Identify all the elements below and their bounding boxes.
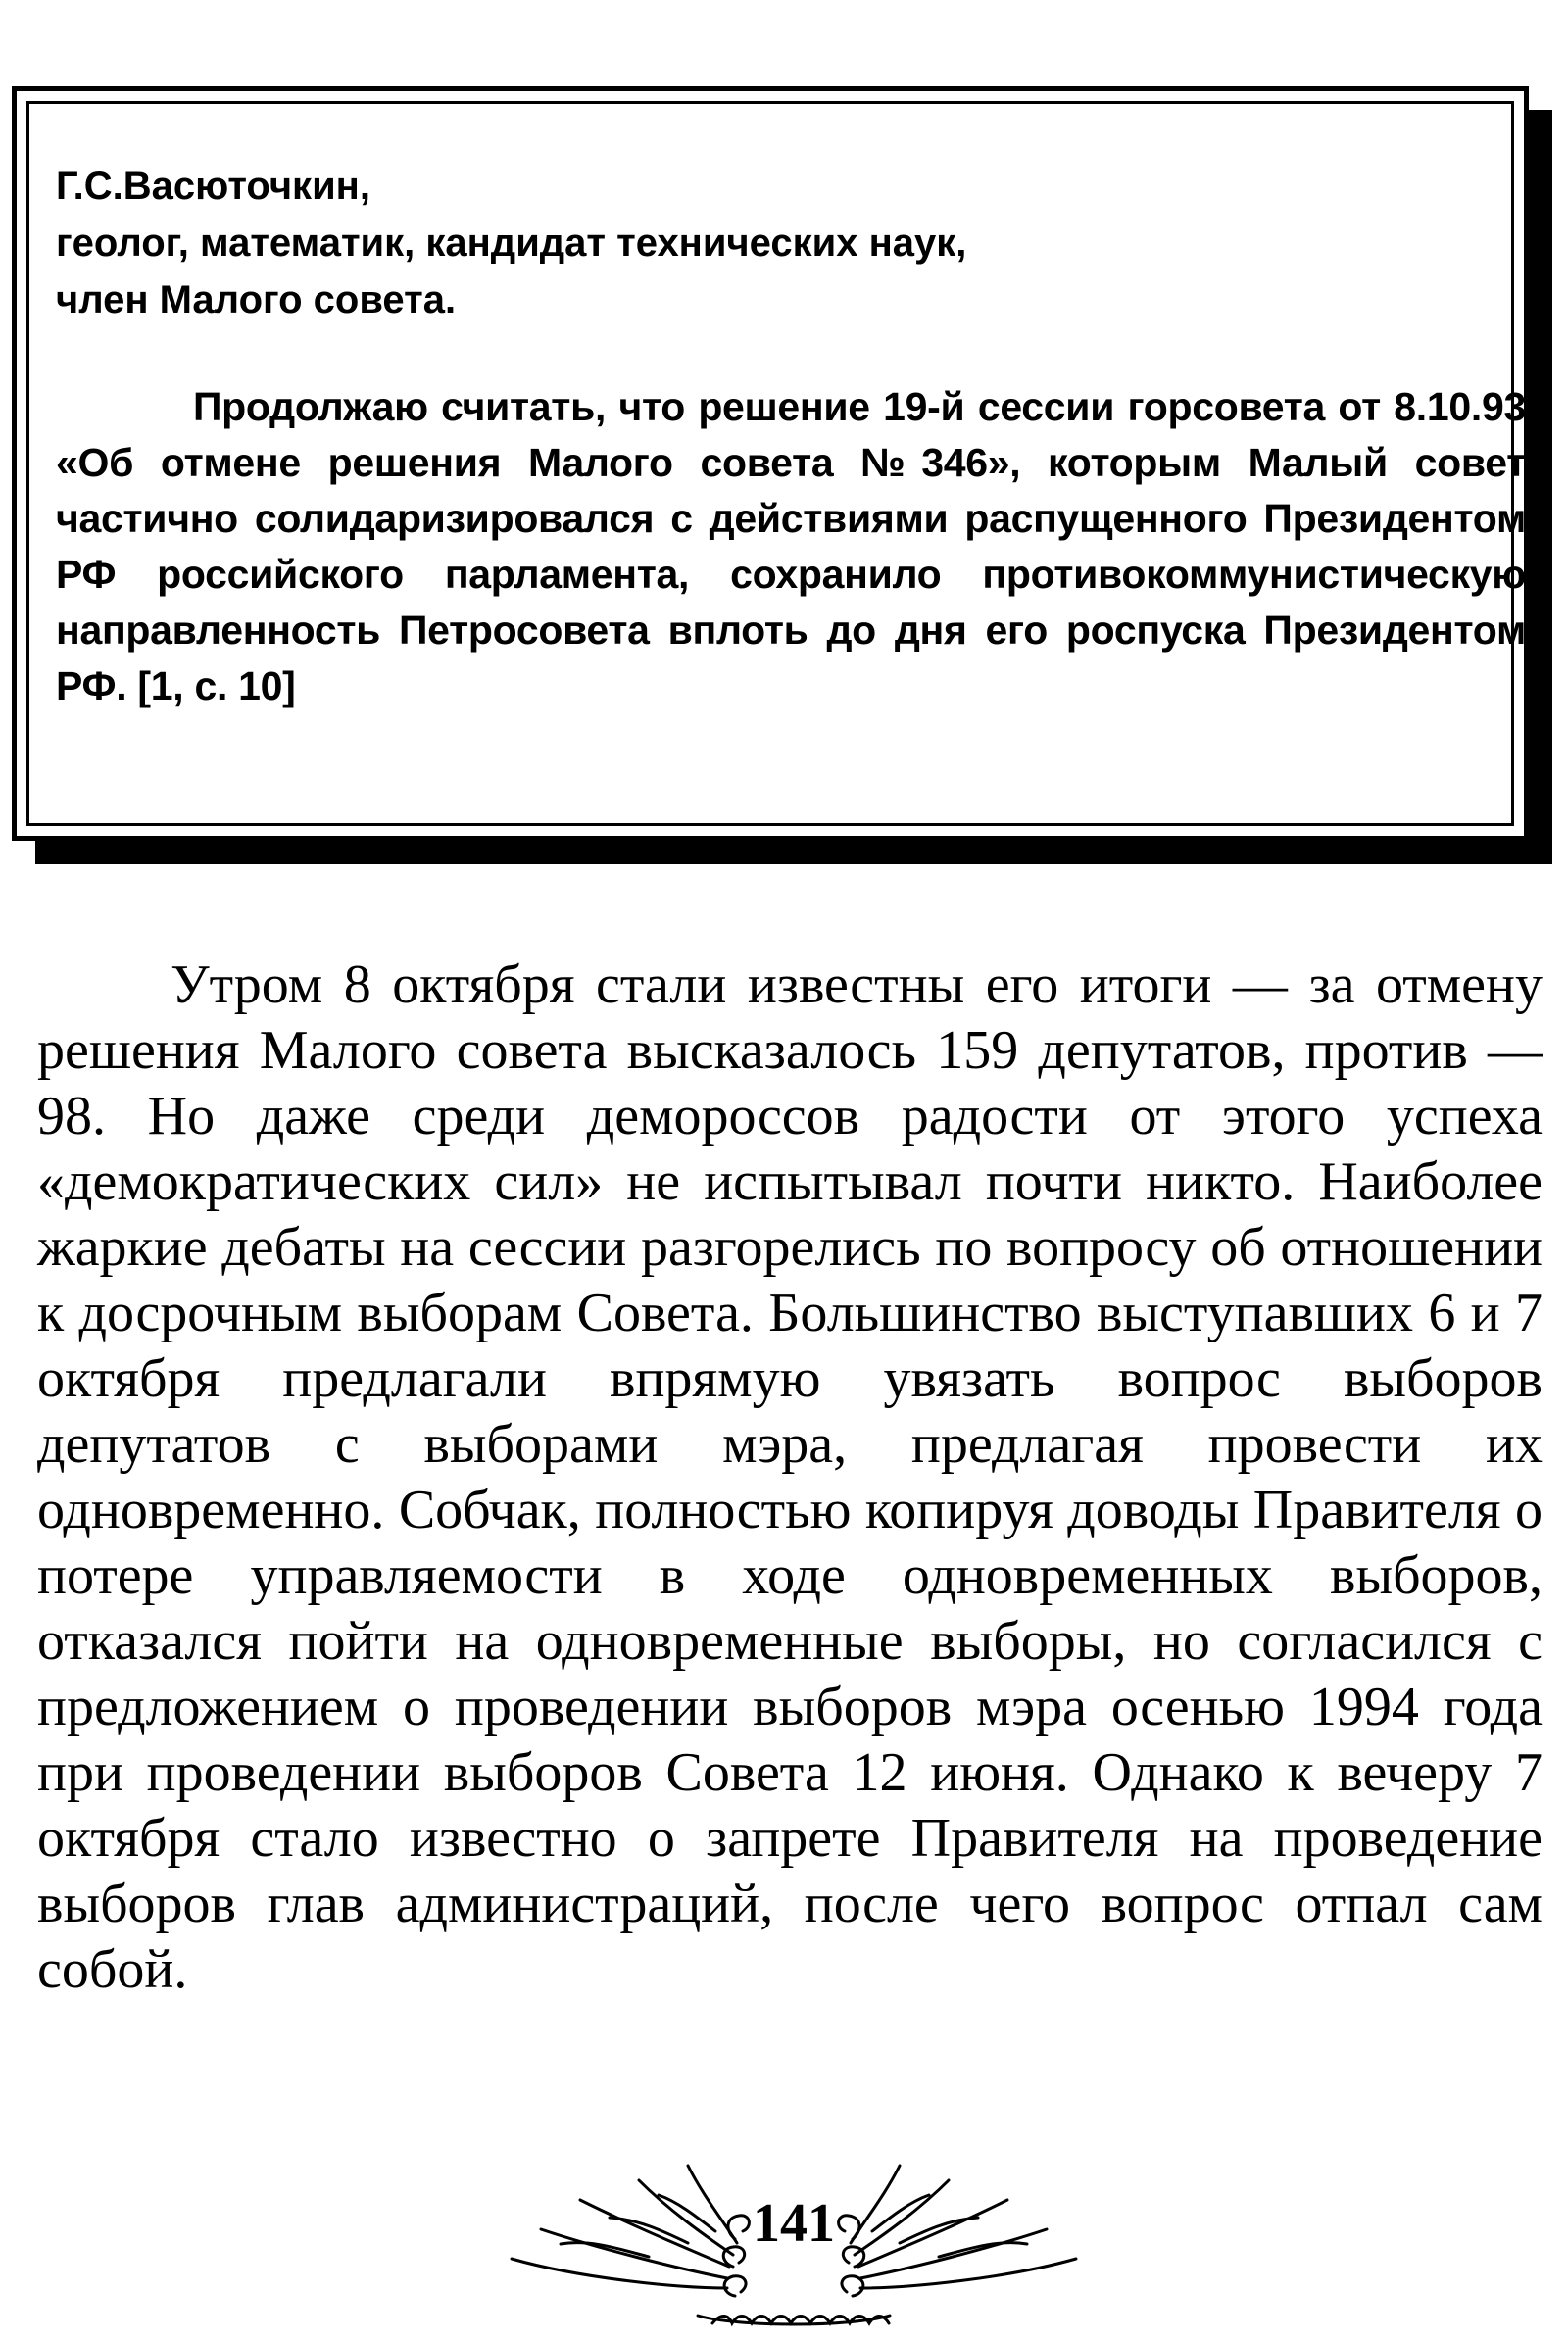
quote-author-titles: геолог, математик, кандидат технических наук, <box>56 221 967 265</box>
quote-author-name: Г.С.Васюточкин, <box>56 165 370 208</box>
page-number-ornament <box>502 2141 1086 2337</box>
page-number: 141 <box>753 2193 835 2254</box>
quote-text-main: Продолжаю считать, что решение 19-й сессии горсовета от 8.10.93 «Об отмене решения Малого совета №346», которым Малый совет частично солидаризировался с действиями распущенного Президентом РФ российского парламента, сохранило противокоммунистическую направленность Петросовета вплоть до дня его роспуска Президентом РФ. [ <box>56 384 1526 708</box>
quote-reference-tail: , с. 10] <box>172 663 296 708</box>
quote-reference-number: 1 <box>150 663 173 708</box>
body-paragraph: Утром 8 октября стали известны его итоги — за отмену решения Малого совета высказалось 159 депутатов, против — 98. Но даже среди демороссов радости от этого успеха «демократических сил» не испытывал почти никто. Наиболее жаркие дебаты на сессии разгорелись по вопросу об отношении к досрочным выборам Совета. Большинство выступавших 6 и 7 октября предлагали впрямую увязать вопрос выборов депутатов с выборами мэра, предлагая провести их одновременно. Собчак, полностью копируя доводы Правителя о потере управляемости в ходе одновременных выборов, отказался пойти на одновременные выборы, но согласился с предложением о проведении выборов мэра осенью 1994 года при проведении выборов Совета 12 июня. Однако к вечеру 7 октября стало известно о запрете Правителя на проведение выборов глав администраций, после чего вопрос отпал сам собой. <box>37 954 1543 2000</box>
quote-text <box>56 379 1526 714</box>
quote-box <box>12 86 1529 841</box>
quote-author-position: член Малого совета. <box>56 278 457 321</box>
quote-content <box>56 158 1526 714</box>
